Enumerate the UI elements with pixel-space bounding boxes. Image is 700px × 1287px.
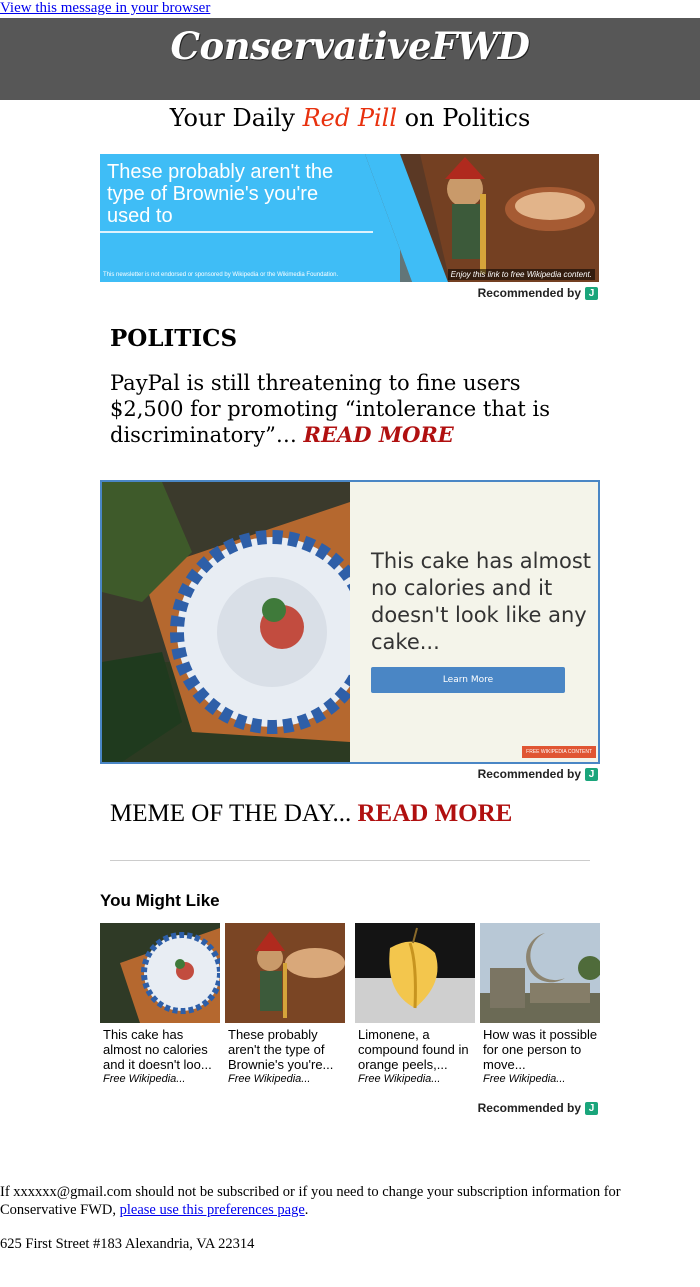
notice-text: If xxxxxx@gmail.com should not be subscribed or if you need to change your subscription information for Conservative FWD, [0,1184,621,1218]
jeeng-logo-icon: J [585,287,598,300]
gnome-thumbnail [225,923,345,1023]
recommendation-tile[interactable] [225,923,345,1086]
top-ad-headline: These probably aren't the type of Brownie's you're used to [107,161,334,227]
section-title-politics: POLITICS [110,325,238,352]
story-text: PayPal is still threatening to fine users $2,500 for promoting “intolerance that is discriminatory”… [110,371,551,447]
read-more-link[interactable]: READ MORE [303,422,454,447]
recommended-label: Recommended by [477,767,581,781]
jeeng-logo-icon: J [585,1102,598,1115]
tile-source: Free Wikipedia... [228,1073,311,1085]
jeeng-logo-icon: J [585,768,598,781]
tile-source: Free Wikipedia... [358,1073,441,1085]
top-ad-divider [100,231,373,233]
tile-caption: These probably aren't the type of Brownie's you're... [228,1027,334,1072]
top-ad[interactable] [100,154,599,282]
recommendation-tile[interactable] [480,923,600,1086]
tile-source: Free Wikipedia... [103,1073,186,1085]
tile-caption: How was it possible for one person to move... [483,1027,598,1072]
tagline-pill: Red Pill [302,104,398,132]
orange-peel-thumbnail [355,923,475,1023]
coral-castle-thumbnail [480,923,600,1023]
top-ad-disclaimer: This newsletter is not endorsed or sponsored by Wikipedia or the Wikimedia Foundation. [103,272,339,278]
recommendation-tile[interactable] [355,923,475,1086]
recommended-by-1[interactable] [478,286,598,300]
cake-plate-photo [102,482,350,762]
meme-text: MEME OF THE DAY... [110,800,352,827]
notice-end: . [304,1202,309,1218]
cake-ad[interactable] [100,480,600,764]
free-wikipedia-badge: FREE WIKIPEDIA CONTENT [522,746,596,758]
recommended-label: Recommended by [477,286,581,300]
cake-ad-headline: This cake has almost no calories and it doesn't look like any cake... [371,549,591,654]
divider [110,860,590,861]
view-in-browser-link[interactable]: View this message in your browser [0,0,211,16]
recommendation-tile[interactable] [100,923,220,1086]
learn-more-button[interactable]: Learn More [371,667,565,693]
tile-source: Free Wikipedia... [483,1073,566,1085]
tile-caption: This cake has almost no calories and it doesn't loo... [103,1027,212,1072]
tagline [0,104,700,132]
meme-read-more-link[interactable]: READ MORE [357,800,513,827]
you-might-like-title: You Might Like [100,891,220,910]
cake-thumbnail [100,923,220,1023]
recommended-label: Recommended by [477,1101,581,1115]
recommended-by-3[interactable] [478,1101,598,1115]
subscription-notice [0,1183,700,1219]
tagline-before: Your Daily [169,104,303,132]
top-ad-image-caption: Enjoy this link to free Wikipedia content. [448,269,595,280]
tile-caption: Limonene, a compound found in orange peels,... [358,1027,469,1072]
preferences-link[interactable]: please use this preferences page [119,1202,305,1218]
postal-address: 625 First Street #183 Alexandria, VA 22314 [0,1236,255,1252]
tagline-after: on Politics [397,104,531,132]
brand-logo[interactable]: ConservativeFWD [170,24,530,68]
politics-story[interactable] [110,370,600,448]
meme-of-the-day[interactable] [110,800,512,828]
recommended-by-2[interactable] [478,767,598,781]
